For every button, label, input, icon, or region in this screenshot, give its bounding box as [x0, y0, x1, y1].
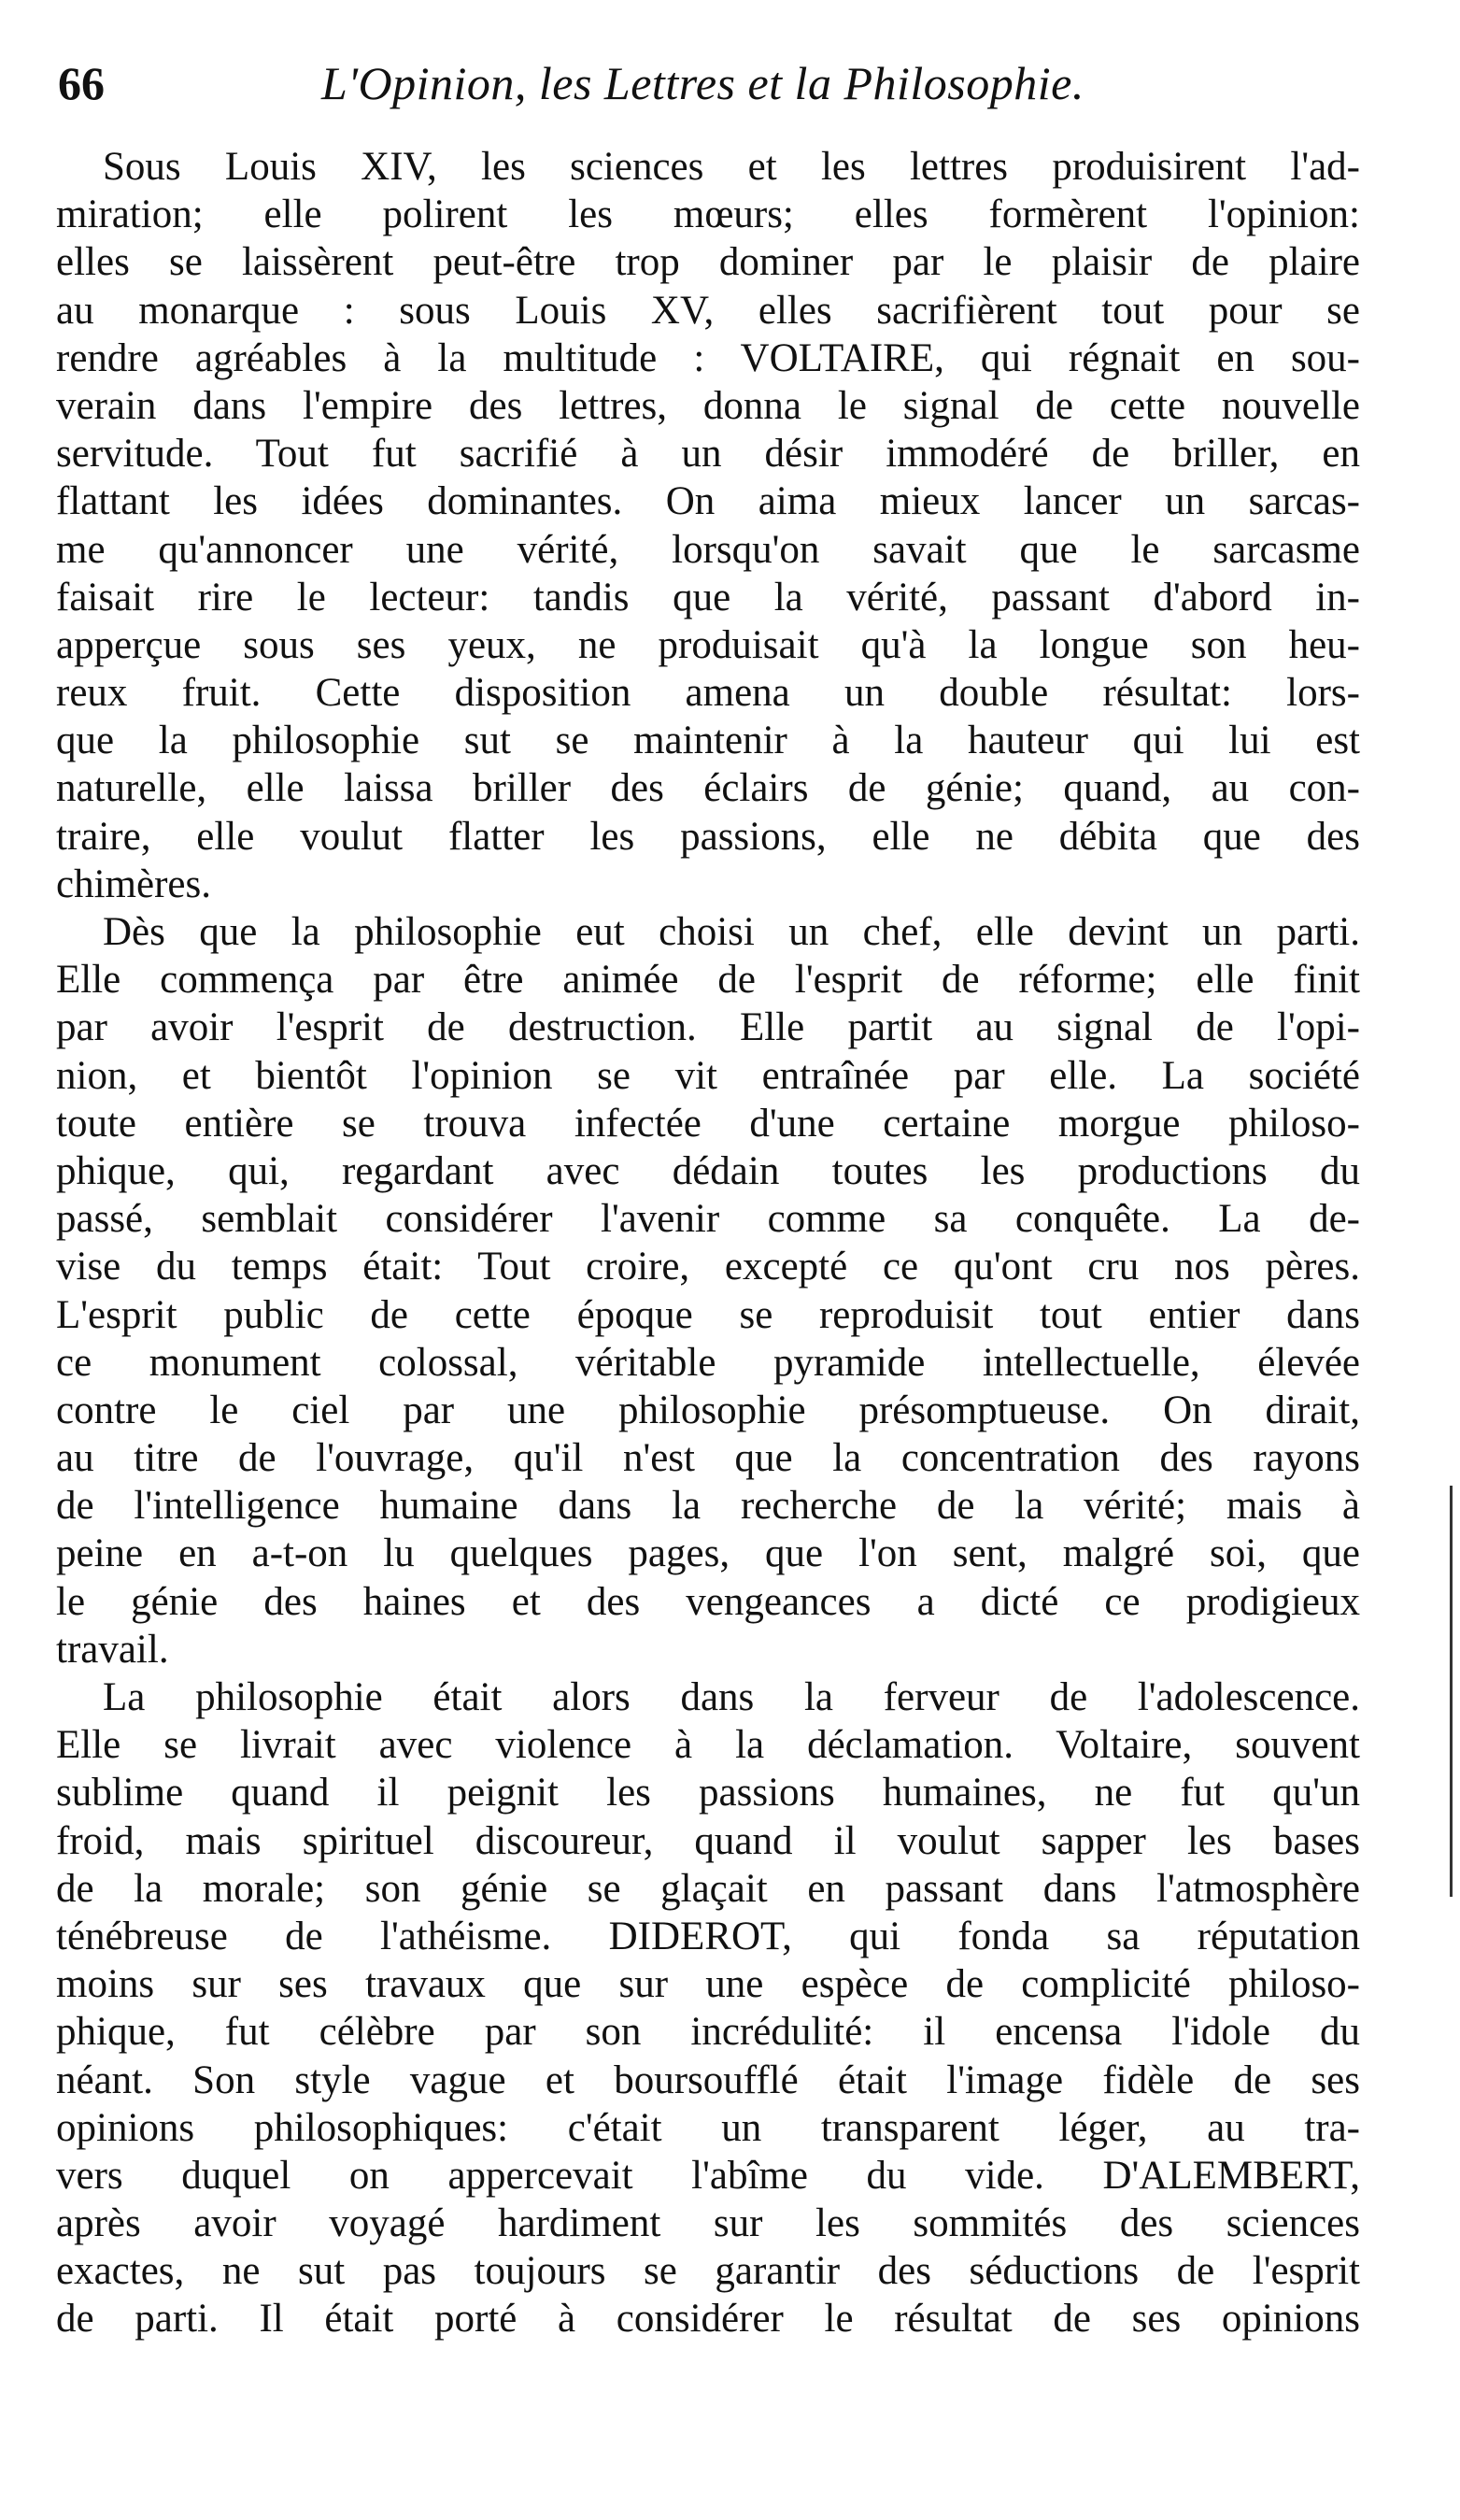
text-line: chimères. [56, 861, 211, 906]
text-line: flattant les idées dominantes. On aima mieux lancer un sarcas- [56, 479, 1360, 524]
text-line: sublime quand il peignit les passions humaines, ne fut qu'un [56, 1771, 1360, 1815]
running-title: L'Opinion, les Lettres et la Philosophie. [321, 57, 1084, 109]
text-line: travail. [56, 1627, 169, 1672]
text-line: traire, elle voulut flatter les passions, elle ne débita que des [56, 814, 1360, 859]
text-line: néant. Son style vague et boursoufflé était l'image fidèle de ses [56, 2057, 1360, 2102]
text-line: au titre de l'ouvrage, qu'il n'est que la concentration des rayons [56, 1436, 1360, 1481]
text-line: ce monument colossal, véritable pyramide intellectuelle, élevée [56, 1340, 1360, 1385]
text-line: reux fruit. Cette disposition amena un double résultat: lors- [56, 671, 1360, 716]
text-line: nion, et bientôt l'opinion se vit entraînée par elle. La société [56, 1053, 1360, 1098]
text-line: Sous Louis XIV, les sciences et les lettres produisirent l'ad- [103, 145, 1360, 189]
text-line: La philosophie était alors dans la ferveur de l'adolescence. [103, 1675, 1360, 1719]
text-line: servitude. Tout fut sacrifié à un désir immodéré de briller, en [56, 432, 1360, 477]
text-line: après avoir voyagé hardiment sur les sommités des sciences [56, 2201, 1360, 2246]
page-header [58, 50, 1375, 116]
text-line: vers duquel on appercevait l'abîme du vide. D'ALEMBERT, [56, 2153, 1360, 2198]
text-line: miration; elle polirent les mœurs; elles formèrent l'opinion: [56, 192, 1360, 237]
text-line: de la morale; son génie se glaçait en passant dans l'atmosphère [56, 1866, 1360, 1911]
text-line: toute entière se trouva infectée d'une certaine morgue philoso- [56, 1101, 1360, 1146]
text-line: faisait rire le lecteur: tandis que la vérité, passant d'abord in- [56, 575, 1360, 619]
page-number: 66 [58, 57, 105, 109]
text-line: que la philosophie sut se maintenir à la hauteur qui lui est [56, 719, 1360, 763]
text-line: naturelle, elle laissa briller des éclairs de génie; quand, au con- [56, 766, 1360, 811]
text-line: verain dans l'empire des lettres, donna le signal de cette nouvelle [56, 383, 1360, 428]
text-line: ténébreuse de l'athéisme. DIDEROT, qui fonda sa réputation [56, 1914, 1360, 1958]
text-line: phique, qui, regardant avec dédain toutes les productions du [56, 1148, 1360, 1193]
text-line: Elle commença par être animée de l'esprit de réforme; elle finit [56, 958, 1360, 1003]
text-line: par avoir l'esprit de destruction. Elle partit au signal de l'opi- [56, 1005, 1360, 1050]
text-line: exactes, ne sut pas toujours se garantir des séductions de l'esprit [56, 2249, 1360, 2294]
text-line: au monarque : sous Louis XV, elles sacrifièrent tout pour se [56, 288, 1360, 333]
text-line: rendre agréables à la multitude : VOLTAIRE, qui régnait en sou- [56, 335, 1360, 380]
text-line: phique, fut célèbre par son incrédulité: il encensa l'idole du [56, 2010, 1360, 2055]
text-line: moins sur ses travaux que sur une espèce de complicité philoso- [56, 1962, 1360, 2007]
text-line: de l'intelligence humaine dans la recherche de la vérité; mais à [56, 1484, 1360, 1529]
text-line: elles se laissèrent peut-être trop dominer par le plaisir de plaire [56, 240, 1360, 285]
text-line: L'esprit public de cette époque se reproduisit tout entier dans [56, 1292, 1360, 1337]
text-line: peine en a-t-on lu quelques pages, que l'on sent, malgré soi, que [56, 1531, 1360, 1576]
text-line: opinions philosophiques: c'était un transparent léger, au tra- [56, 2105, 1360, 2150]
text-line: le génie des haines et des vengeances a dicté ce prodigieux [56, 1579, 1360, 1624]
text-line: contre le ciel par une philosophie présomptueuse. On dirait, [56, 1388, 1360, 1432]
text-line: Elle se livrait avec violence à la déclamation. Voltaire, souvent [56, 1723, 1360, 1768]
text-line: Dès que la philosophie eut choisi un chef, elle devint un parti. [103, 910, 1360, 954]
text-line: apperçue sous ses yeux, ne produisait qu'à la longue son heu- [56, 622, 1360, 667]
text-line: passé, semblait considérer l'avenir comme sa conquête. La de- [56, 1197, 1360, 1242]
text-line: vise du temps était: Tout croire, excepté ce qu'ont cru nos pères. [56, 1245, 1360, 1289]
text-line: me qu'annoncer une vérité, lorsqu'on savait que le sarcasme [56, 527, 1360, 572]
text-line: de parti. Il était porté à considérer le résultat de ses opinions [56, 2297, 1360, 2342]
body-text [56, 143, 1360, 2343]
margin-rule [1450, 1486, 1453, 1897]
text-line: froid, mais spirituel discoureur, quand il voulut sapper les bases [56, 1818, 1360, 1863]
